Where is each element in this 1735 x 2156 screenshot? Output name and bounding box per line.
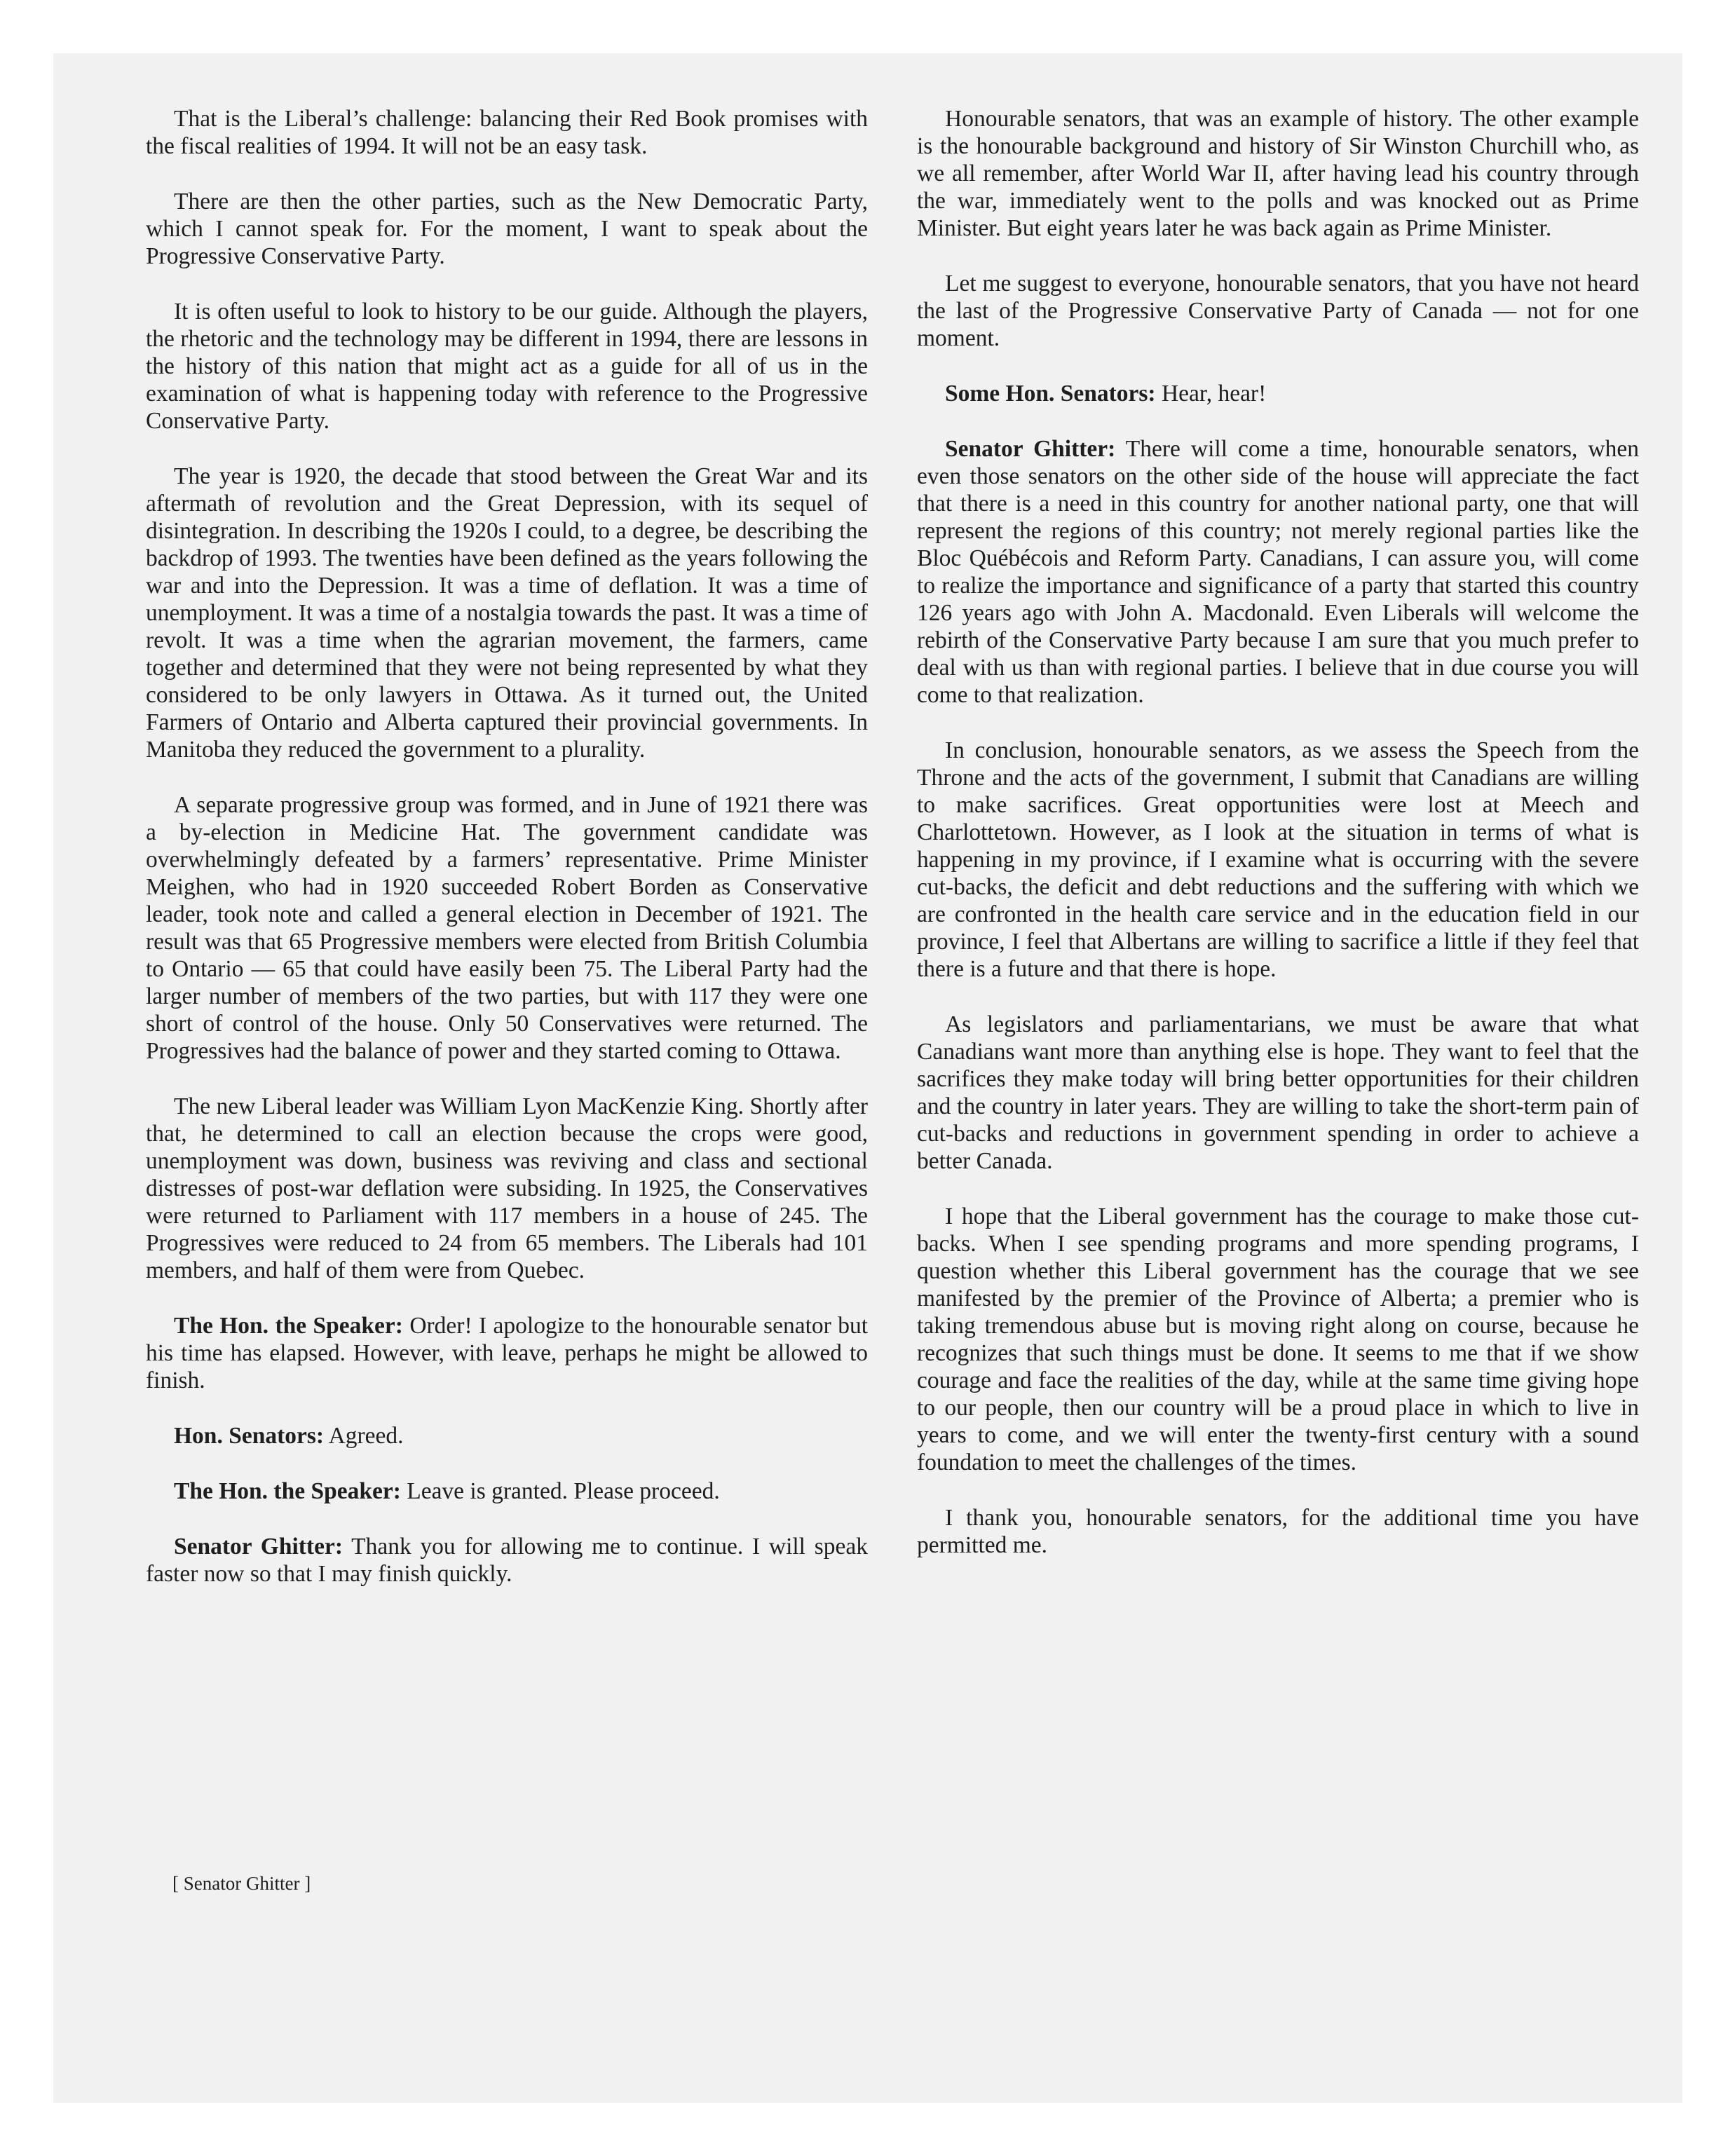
speech-paragraph: [917, 435, 1639, 709]
paragraph: [917, 270, 1639, 352]
document-page: [53, 53, 1682, 2103]
paragraph: [146, 188, 868, 270]
speaker-name: Senator Ghitter:: [945, 436, 1116, 462]
paragraph-text: There are then the other parties, such as the New Democratic Party, which I cannot speak for. For the moment, I want to speak about the Progressive Conservative Party.: [146, 189, 868, 269]
paragraph-text: The new Liberal leader was William Lyon MacKenzie King. Shortly after that, he determined to call an election because the crops were good, unemployment was down, business was reviving and class and sectional distresses of post-war deflation were subsiding. In 1925, the Conservatives were returned to Parliament with 117 members in a house of 245. The Progressives were reduced to 24 from 65 members. The Liberals had 101 members, and half of them were from Quebec.: [146, 1093, 868, 1283]
left-column: [146, 105, 868, 1616]
paragraph-text: I thank you, honourable senators, for the additional time you have permitted me.: [917, 1505, 1639, 1558]
page-footer: [ Senator Ghitter ]: [172, 1873, 311, 1894]
paragraph-text: Honourable senators, that was an example of history. The other example is the honourable background and history of Sir Winston Churchill who, as we all remember, after World War II, after having lead his country through the war, immediately went to the polls and was knocked out as Prime Minister. But eight years later he was back again as Prime Minister.: [917, 106, 1639, 241]
speaker-name: The Hon. the Speaker:: [174, 1478, 401, 1504]
paragraph: [917, 737, 1639, 983]
speech-text: Thank you for allowing me to continue. I will speak faster now so that I may finish quickly.: [146, 1534, 868, 1587]
paragraph-text: I hope that the Liberal government has the courage to make those cut-backs. When I see spending programs and more spending programs, I question whether this Liberal government has the courage that we see manifested by the premier of the Province of Alberta; a premier who is taking tremendous abuse but is moving right along on course, because he recognizes that such things must be done. It seems to me that if we show courage and face the realities of the day, while at the same time giving hope to our people, then our country will be a proud place in which to live in years to come, and we will enter the twenty-first century with a sound foundation to meet the challenges of the times.: [917, 1203, 1639, 1475]
speech-text: Order! I apologize to the honourable senator but his time has elapsed. However, with leave, perhaps he might be allowed to finish.: [146, 1313, 868, 1393]
paragraph: [146, 1093, 868, 1284]
paragraph: [917, 1203, 1639, 1476]
paragraph: [146, 298, 868, 435]
speech-paragraph: [146, 1312, 868, 1394]
speech-paragraph: [146, 1422, 868, 1449]
paragraph-text: That is the Liberal’s challenge: balancing their Red Book promises with the fiscal realities of 1994. It will not be an easy task.: [146, 106, 868, 159]
paragraph: [917, 105, 1639, 242]
paragraph-text: It is often useful to look to history to be our guide. Although the players, the rhetoric and the technology may be different in 1994, there are lessons in the history of this nation that might act as a guide for all of us in the examination of what is happening today with reference to the Progressive Conservative Party.: [146, 299, 868, 434]
paragraph-text: In conclusion, honourable senators, as we assess the Speech from the Throne and the acts of the government, I submit that Canadians are willing to make sacrifices. Great opportunities were lost at Meech and Charlottetown. However, as I look at the situation in terms of what is happening in my province, if I examine what is occurring with the severe cut-backs, the deficit and debt reductions and the suffering with which we are confronted in the health care service and in the education field in our province, I feel that Albertans are willing to sacrifice a little if they feel that there is a future and that there is hope.: [917, 737, 1639, 982]
speech-text: Hear, hear!: [1161, 381, 1267, 407]
speech-paragraph: [146, 1478, 868, 1505]
speech-text: Agreed.: [328, 1423, 404, 1449]
paragraph-text: A separate progressive group was formed, and in June of 1921 there was a by-election in Medicine Hat. The government candidate was overwhelmingly defeated by a farmers’ representative. Prime Minister Meighen, who had in 1920 succeeded Robert Borden as Conservative leader, took note and called a general election in December of 1921. The result was that 65 Progressive members were elected from British Columbia to Ontario — 65 that could have easily been 75. The Liberal Party had the larger number of members of the two parties, but with 117 they were one short of control of the house. Only 50 Conservatives were returned. The Progressives had the balance of power and they started coming to Ottawa.: [146, 792, 868, 1064]
speaker-name: The Hon. the Speaker:: [174, 1313, 403, 1339]
speaker-name: Senator Ghitter:: [174, 1534, 343, 1560]
speech-text: Leave is granted. Please proceed.: [407, 1478, 720, 1504]
speaker-name: Hon. Senators:: [174, 1423, 325, 1449]
paragraph: [917, 1504, 1639, 1559]
paragraph-text: As legislators and parliamentarians, we must be aware that what Canadians want more than anything else is hope. They want to feel that the sacrifices they make today will bring better opportunities for their children and the country in later years. They are willing to take the short-term pain of cut-backs and reductions in government spending in order to achieve a better Canada.: [917, 1011, 1639, 1174]
right-column: [917, 105, 1639, 1587]
paragraph: [146, 105, 868, 160]
paragraph: [917, 1011, 1639, 1175]
speech-text: There will come a time, honourable senators, when even those senators on the other side of the house will appreciate the fact that there is a need in this country for another national party, one that will represent the regions of this country; not merely regional parties like the Bloc Québécois and Reform Party. Canadians, I can assure you, will come to realize the importance and significance of a party that started this country 126 years ago with John A. Macdonald. Even Liberals will welcome the rebirth of the Conservative Party because I am sure that you much prefer to deal with us than with regional parties. I believe that in due course you will come to that realization.: [917, 436, 1639, 708]
speech-paragraph: [146, 1533, 868, 1588]
paragraph: [146, 791, 868, 1065]
paragraph-text: Let me suggest to everyone, honourable senators, that you have not heard the last of the Progressive Conservative Party of Canada — not for one moment.: [917, 271, 1639, 351]
speaker-name: Some Hon. Senators:: [945, 381, 1156, 407]
paragraph: [146, 463, 868, 763]
speech-paragraph: [917, 380, 1639, 407]
paragraph-text: The year is 1920, the decade that stood between the Great War and its aftermath of revolution and the Great Depression, with its sequel of disintegration. In describing the 1920s I could, to a degree, be describing the backdrop of 1993. The twenties have been defined as the years following the war and into the Depression. It was a time of deflation. It was a time of unemployment. It was a time of a nostalgia towards the past. It was a time of revolt. It was a time when the agrarian movement, the farmers, came together and determined that they were not being represented by what they considered to be only lawyers in Ottawa. As it turned out, the United Farmers of Ontario and Alberta captured their provincial governments. In Manitoba they reduced the government to a plurality.: [146, 463, 868, 763]
